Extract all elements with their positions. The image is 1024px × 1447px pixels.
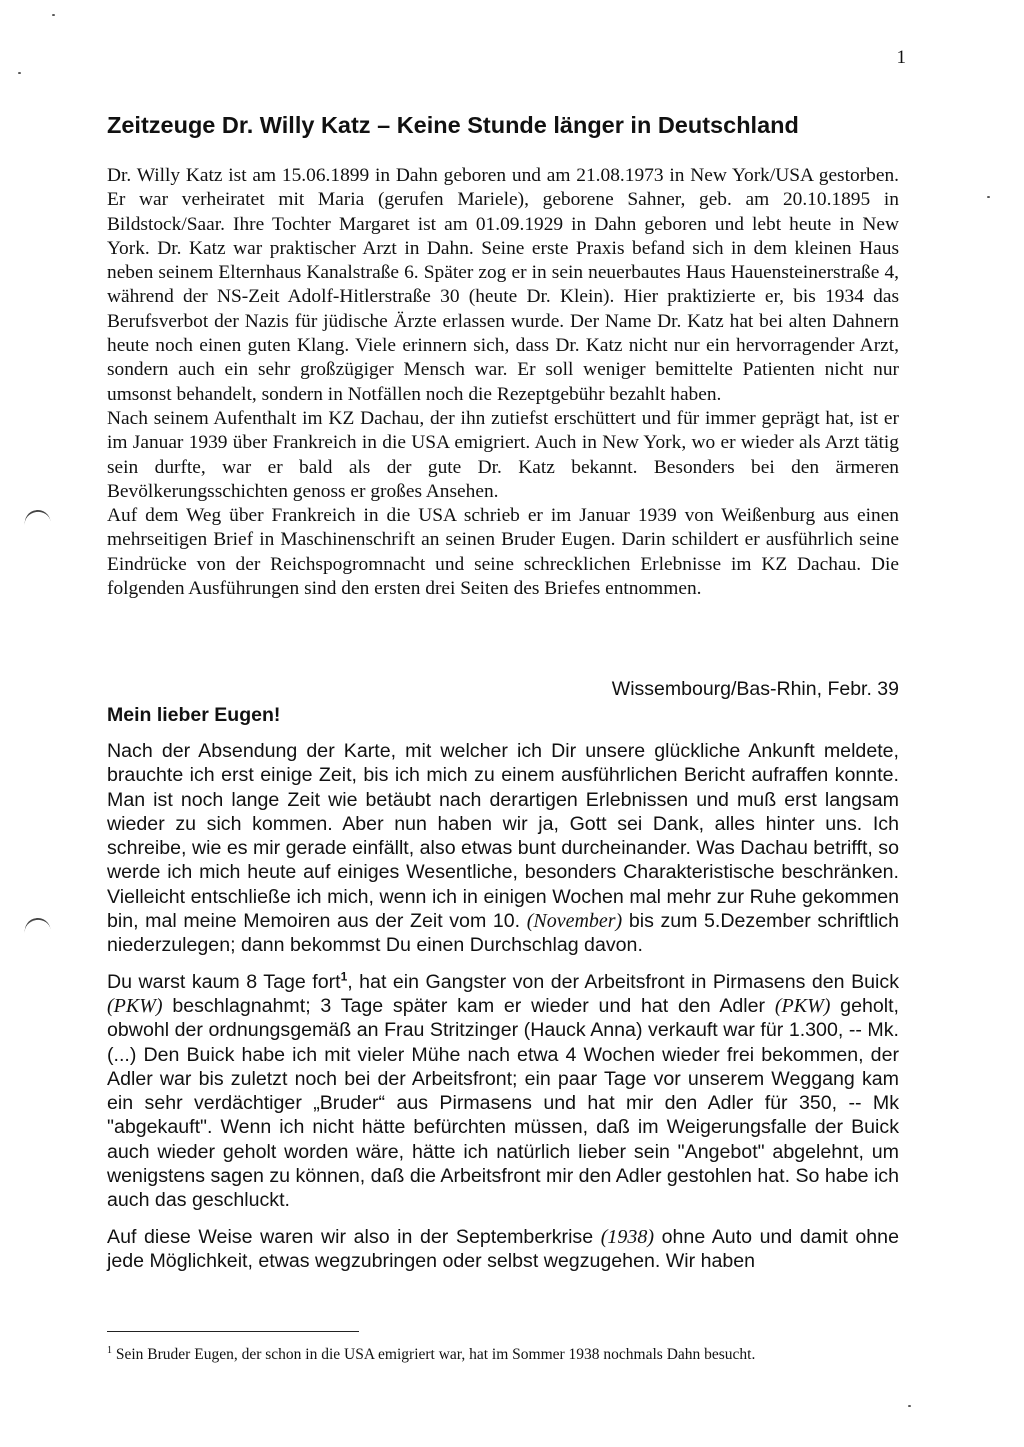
letter-text: Auf diese Weise waren wir also in der Septemberkrise bbox=[107, 1225, 594, 1248]
scan-speck bbox=[52, 14, 55, 16]
footnote-divider bbox=[107, 1331, 359, 1332]
scan-speck bbox=[987, 196, 990, 198]
letter-paragraph bbox=[107, 970, 899, 1213]
scan-speck bbox=[18, 72, 21, 74]
letter-paragraph bbox=[107, 739, 899, 958]
editorial-note: (PKW) bbox=[107, 994, 163, 1017]
intro-section bbox=[107, 164, 899, 601]
intro-paragraph: Nach seinem Aufenthalt im KZ Dachau, der ihn zutiefst erschüttert und für immer geprägt hat, ist er im Januar 1939 über Frankreich in die USA emigriert. Auch in New York, wo er wieder als Arzt tätig sein durfte, war er bald als der gute Dr. Katz bekannt. Besonders bei den ärmeren Bevölkerungsschichten genoss er großes Ansehen. bbox=[107, 407, 899, 502]
scan-speck bbox=[908, 1405, 911, 1407]
footnote-text: Sein Bruder Eugen, der schon in die USA emigriert war, hat im Sommer 1938 nochmals Dahn besucht. bbox=[115, 1346, 756, 1363]
letter-body bbox=[107, 739, 899, 1285]
margin-punch-mark bbox=[23, 508, 51, 527]
document-title: Zeitzeuge Dr. Willy Katz – Keine Stunde länger in Deutschland bbox=[107, 112, 799, 138]
letter-text: geholt, obwohl der ordnungsgemäß an Frau Stritzinger (Hauck Anna) verkauft war für 1.300, -- Mk. (...) Den Buick habe ich mit vieler Mühe nach etwa 4 Wochen wieder frei bekommen, der Adler war bis zuletzt noch bei der Arbeitsfront; ein paar Tage vor unserem Weggang kam ein sehr verdächtiger „Bruder“ aus Pirmasens und hat mir den Adler für 350, -- Mk "abgekauft". Wenn ich nicht hätte befürchten müssen, daß im Weigerungsfalle der Buick auch wieder geholt worden wäre, hätte ich natürlich lieber sein "Angebot" abgelehnt, um wenigstens sagen zu können, daß die Arbeitsfront mir den Adler gestohlen hat. So habe ich auch das geschluckt. bbox=[107, 994, 900, 1212]
footnote-marker: 1 bbox=[107, 1344, 112, 1356]
letter-text: Du warst kaum 8 Tage fort bbox=[107, 970, 341, 993]
letter-text: ohne Auto und damit ohne jede Möglichkeit, etwas wegzubringen oder selbst wegzugehen. Wir haben bbox=[107, 1225, 899, 1272]
footnote-reference: 1 bbox=[340, 969, 348, 984]
letter-place-date: Wissembourg/Bas-Rhin, Febr. 39 bbox=[611, 678, 899, 700]
editorial-note: (November) bbox=[526, 910, 623, 933]
footnote bbox=[107, 1345, 899, 1365]
editorial-note: (1938) bbox=[600, 1225, 655, 1248]
letter-text: beschlagnahmt; 3 Tage später kam er wieder und hat den Adler bbox=[172, 994, 766, 1017]
letter-text: Nach der Absendung der Karte, mit welcher ich Dir unsere glückliche Ankunft meldete, brauchte ich erst einige Zeit, bis ich mich zu einem ausführlichen Bericht aufraffen konnte. Man ist noch lange Zeit wie betäubt nach derartigen Erlebnissen und muß erst langsam wieder zu sich kommen. Aber nun haben wir ja, Gott sei Dank, alles hinter uns. Ich schreibe, wie es mir gerade einfällt, also etwas bunt durcheinander. Was Dachau betrifft, so werde ich mich heute auf einiges Wesentliche, besonders Charakteristische beschränken. Vielleicht entschließe ich mich, wenn ich in einigen Wochen mal mehr zur Ruhe gekommen bin, mal meine Memoiren aus der Zeit vom 10. bbox=[107, 740, 899, 933]
letter-text: , hat ein Gangster von der Arbeitsfront in Pirmasens den Buick bbox=[347, 970, 899, 993]
editorial-note: (PKW) bbox=[774, 994, 831, 1017]
intro-paragraph: Auf dem Weg über Frankreich in die USA schrieb er im Januar 1939 von Weißenburg aus einen mehrseitigen Brief in Maschinenschrift an seinen Bruder Eugen. Darin schildert er ausführlich seine Eindrücke von der Reichspogromnacht und seine schrecklichen Erlebnisse im KZ Dachau. Die folgenden Ausführungen sind den ersten drei Seiten des Briefes entnommen. bbox=[107, 505, 899, 600]
intro-paragraph: Dr. Willy Katz ist am 15.06.1899 in Dahn geboren und am 21.08.1973 in New York/USA gestorben. Er war verheiratet mit Maria (gerufen Mariele), geborene Sahner, geb. am 20.10.1895 in Bildstock/Saar. Ihre Tochter Margaret ist am 01.09.1929 in Dahn geboren und lebt heute in New York. Dr. Katz war praktischer Arzt in Dahn. Seine erste Praxis befand sich in dem kleinen Haus neben seinem Elternhaus Kanalstraße 6. Später zog er in sein neuerbautes Haus Hauensteinerstraße 4, während der NS-Zeit Adolf-Hitlerstraße 30 (heute Dr. Klein). Hier praktizierte er, bis 1934 das Berufsverbot der Nazis für jüdische Ärzte erlassen wurde. Der Name Dr. Katz hat bei alten Dahnern heute noch einen guten Klang. Viele erinnern sich, dass Dr. Katz nicht nur ein hervorragender Arzt, sondern auch ein sehr großzügiger Mensch war. Er soll weniger bemittelte Patienten nicht nur umsonst behandelt, sondern in Notfällen noch die Rezeptgebühr bezahlt haben. bbox=[107, 165, 899, 405]
letter-salutation: Mein lieber Eugen! bbox=[107, 704, 281, 726]
margin-punch-mark bbox=[23, 916, 51, 935]
page-number: 1 bbox=[896, 47, 906, 68]
letter-paragraph bbox=[107, 1225, 899, 1274]
letter-text: bis zum 5.Dezember schriftlich niederzulegen; dann bekommst Du einen Durchschlag davon. bbox=[107, 910, 899, 957]
